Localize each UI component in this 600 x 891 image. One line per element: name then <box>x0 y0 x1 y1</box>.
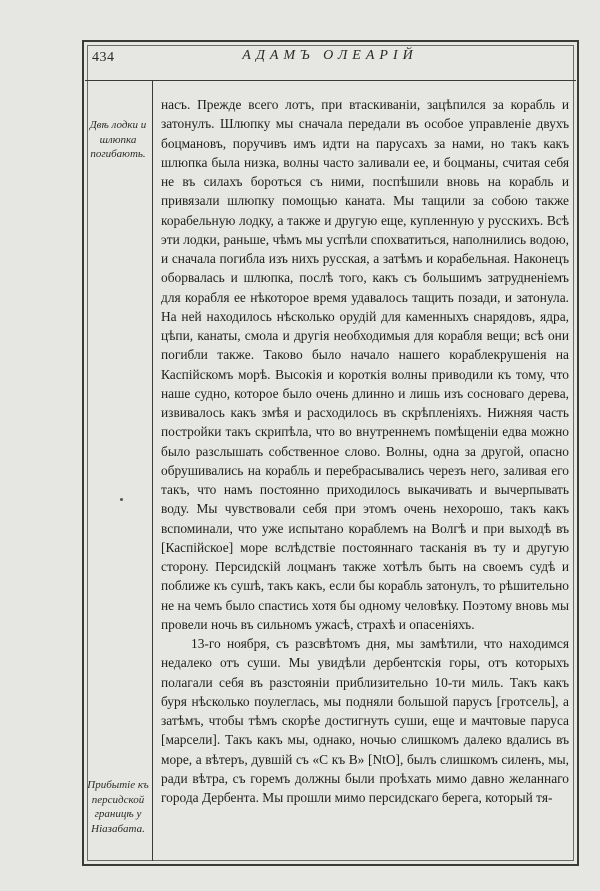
paragraph-november-13: 13-го ноября, съ разсвѣтомъ дня, мы замѣтили, что находимся недалеко отъ суши. Мы увидѣли дербентскія горы, отъ которыхъ полагали себя въ разстояніи приблизительно 10-ти миль. Такъ какъ буря нѣсколько поулеглась, мы подняли большой парусъ [гротсель], а затѣмъ, чтобы тѣмъ скорѣе достигнуть суши, еще и мачтовые паруса [марсели]. Такъ какъ мы, однако, ночью слишкомъ далеко вдались въ море, а вѣтеръ, дувшій съ «С къ В» [NtO], былъ слишкомъ силенъ, мы, ради вѣтра, съ горемъ должны были проѣхать мимо давно желаннаго города Дербента. Мы прошли мимо персидскаго берега, который тя- <box>161 636 569 805</box>
running-title: АДАМЪ ОЛЕАРІЙ <box>242 48 418 63</box>
page-number: 434 <box>92 50 115 65</box>
paragraph-shipwreck: насъ. Прежде всего лотъ, при втаскиваніи, зацѣпился за корабль и затонулъ. Шлюпку мы сначала передали въ особое управленіе двухъ боцмановъ, поручивъ имъ идти на парусахъ за нами, но такъ какъ шлюпка была низка, волны часто заливали ее, и боцманы, считая себя не въ силахъ бороться съ ними, поспѣшили вновь на корабль и привязали шлюпку помощью каната. Мы тащили за собою также корабельную лодку, а также и другую еще, купленную у русскихъ. Всѣ эти лодки, раньше, чѣмъ мы успѣли спохватиться, наполнились водою, и сначала погибла изъ нихъ русская, а затѣмъ и корабельная. Наконецъ оборвалась и шлюпка, послѣ того, какъ съ большимъ затрудненіемъ для корабля ее нѣкоторое время удавалось тащить позади, и затонула. На ней находилось нѣсколько орудій для каменныхъ снарядовъ, ядра, цѣпи, канаты, смола и другія необходимыя для корабля вещи; всѣ они погибли также. Таково было начало нашего кораблекрушенія на Каспійскомъ морѣ. Высокія и короткія волны приводили къ тому, что наше судно, которое было очень длинно и лишь изъ сосноваго дерева, извивалось какъ змѣя и расходилось въ скрѣпленіяхъ. Нижняя часть постройки такъ скрипѣла, что во внутреннемъ помѣщеніи едва можно было разслышать собственное слово. Волны, одна за другой, опасно обрушивались на корабль и перебрасывались черезъ него, заливая его такъ, что намъ постоянно приходилось выкачивать и вычерпывать воду. Мы чувствовали себя при этомъ очень нехорошо, такъ какъ вспоминали, что уже испытано кораблемъ на Волгѣ и при выходѣ въ [Каспійское] море вслѣдствіе постояннаго тасканія въ ту и другую сторону. Персидскій лоцманъ также хотѣлъ быть на своемъ судѣ и поближе къ сушѣ, такъ какъ, если бы корабль затонулъ, то рѣшительно не на чемъ было спастись хотя бы одному человѣку. Поэтому вновь мы провели ночь въ сильномъ ужасѣ, страхѣ и опасеніяхъ. <box>161 97 569 632</box>
sidenote-boats-lost: Двѣ лодки и шлюпка погибають. <box>89 119 147 160</box>
margin-divider <box>152 81 153 861</box>
sidenote-arrival-niazabat: Прибытіе къ персидской границѣ у Ніазабата. <box>87 779 149 835</box>
header-divider <box>85 80 576 81</box>
ink-spot <box>120 498 123 501</box>
main-text-column <box>161 95 569 807</box>
